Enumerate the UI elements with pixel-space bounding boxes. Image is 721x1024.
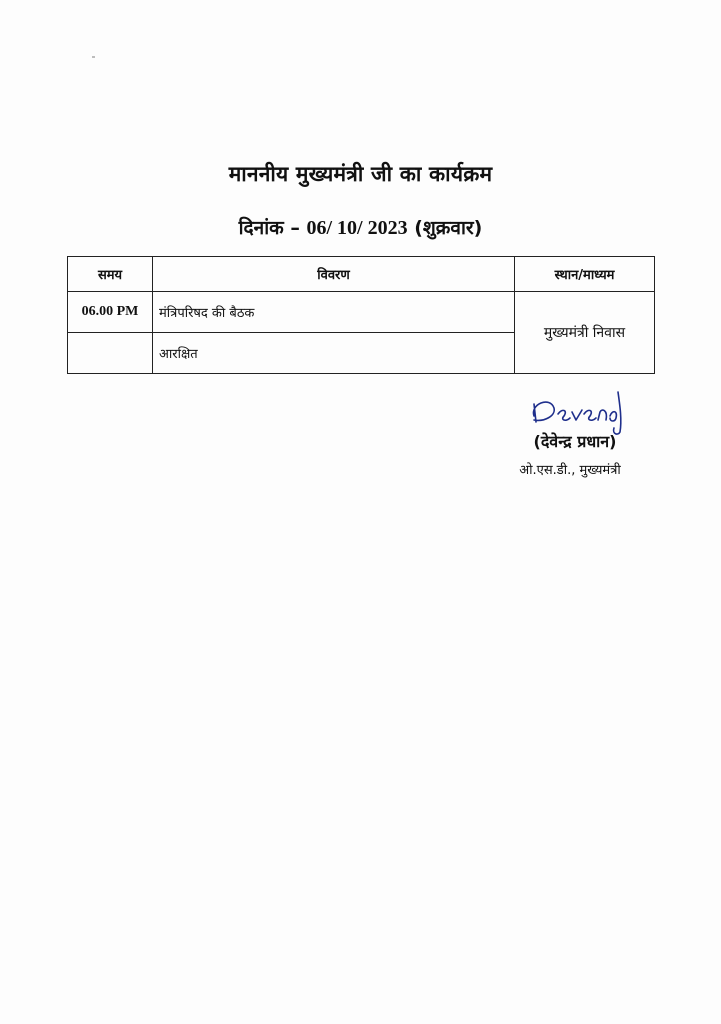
header-place: स्थान/माध्यम — [515, 257, 655, 292]
row-description: मंत्रिपरिषद की बैठक — [153, 292, 515, 333]
signatory-name: (देवेन्द्र प्रधान) — [533, 432, 617, 451]
schedule-table — [67, 256, 655, 374]
date-line — [0, 214, 721, 240]
date-day: (शुक्रवार) — [407, 217, 483, 239]
signatory-designation: ओ.एस.डी., मुख्यमंत्री — [519, 463, 621, 478]
signature-image — [520, 386, 630, 436]
row-description: आरक्षित — [153, 333, 515, 374]
row-time — [68, 333, 153, 374]
header-time: समय — [68, 257, 153, 292]
date-value: 06/ 10/ 2023 — [306, 217, 408, 239]
table-header-row — [68, 257, 655, 292]
date-prefix: दिनांक – — [238, 217, 307, 239]
scan-speck — [92, 56, 95, 58]
table-row — [68, 292, 655, 333]
row-place: मुख्यमंत्री निवास — [515, 292, 655, 374]
row-time: 06.00 PM — [68, 292, 153, 333]
page-title: माननीय मुख्यमंत्री जी का कार्यक्रम — [228, 162, 493, 186]
header-description: विवरण — [153, 257, 515, 292]
